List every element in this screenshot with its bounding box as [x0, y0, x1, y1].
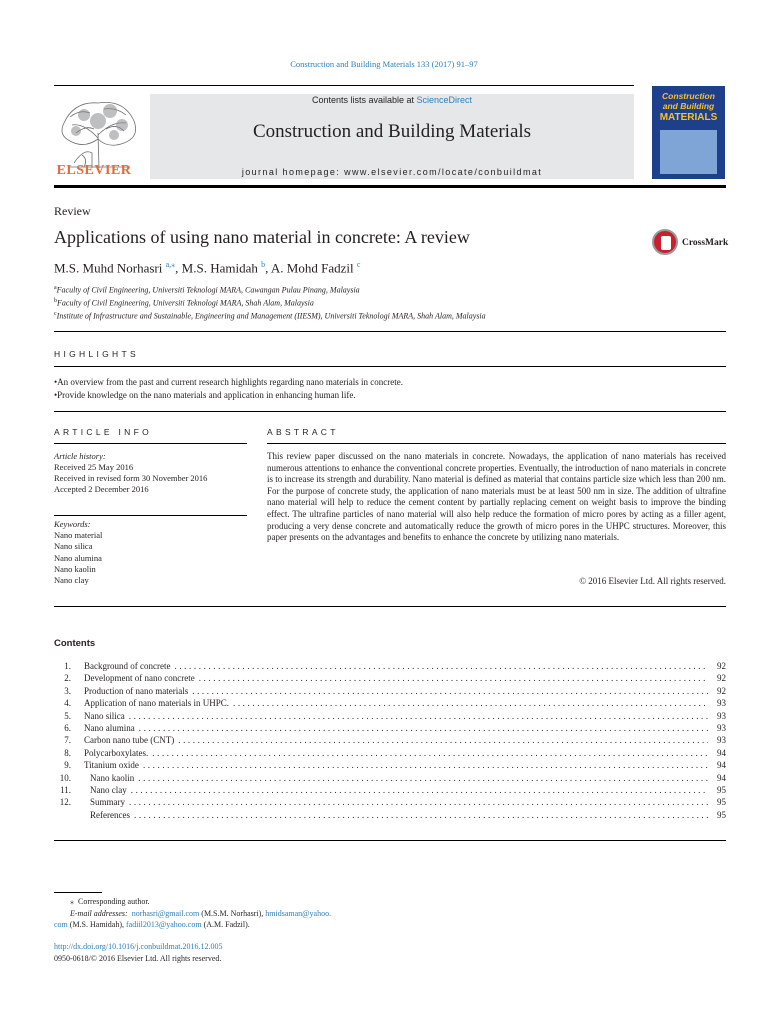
toc-entry[interactable] — [54, 773, 726, 785]
toc-entry[interactable] — [54, 698, 726, 710]
contents-heading: Contents — [54, 638, 96, 649]
toc-number: 12. — [59, 797, 71, 808]
toc-leader-dots — [129, 797, 708, 807]
keywords-label: Keywords: — [54, 519, 91, 529]
email-addresses-cont: com (M.S. Hamidah), fadiil2013@yahoo.com (A.M. Fadzil). — [54, 920, 250, 930]
toc-entry[interactable] — [54, 785, 726, 797]
article-title: Applications of using nano material in concrete: A review — [54, 227, 470, 247]
toc-number: 10. — [59, 772, 71, 783]
toc-page-number: 95 — [717, 784, 726, 795]
keywords-rule — [54, 515, 247, 516]
keyword-item: Nano silica — [54, 541, 93, 552]
keywords — [54, 519, 102, 586]
toc-entry[interactable] — [54, 673, 726, 685]
toc-leader-dots — [178, 735, 708, 745]
toc-title[interactable]: Production of nano materials — [84, 685, 189, 696]
abstract-rule — [267, 443, 726, 444]
affiliation-item: $^c$Institute of Infrastructure and Sustainable, Engineering and Management (IIESM), Universiti Teknologi MARA, Shah Alam, Malaysia — [54, 311, 486, 321]
author-affiliation-marker[interactable]: c — [356, 260, 361, 269]
crossmark-badge[interactable] — [652, 229, 729, 259]
toc-number: 8. — [64, 747, 71, 758]
toc-leader-dots — [138, 773, 708, 783]
toc-entry[interactable] — [54, 810, 726, 822]
toc-page-number: 92 — [717, 685, 726, 696]
toc-leader-dots — [199, 673, 708, 683]
toc-page-number: 94 — [717, 772, 726, 783]
article-info-heading: ARTICLE INFO — [54, 427, 153, 437]
toc-leader-dots — [139, 723, 708, 733]
toc-entry[interactable] — [54, 748, 726, 760]
toc-title[interactable]: References — [90, 809, 130, 820]
toc-leader-dots — [192, 686, 708, 696]
author-list: M.S. Muhd Norhasri $^{a,⁎}$, M.S. Hamidah $^b$, A. Mohd Fadzil $^c$ — [54, 260, 361, 276]
toc-page-number: 92 — [717, 673, 726, 684]
author-affiliation-marker[interactable]: b — [261, 260, 266, 269]
highlight-item: • Provide knowledge on the nano materials and application in enhancing human life. — [54, 389, 726, 402]
author-name: A. Mohd Fadzil — [270, 260, 354, 276]
toc-leader-dots — [134, 810, 708, 820]
footnote-rule — [54, 892, 102, 893]
toc-title[interactable]: Development of nano concrete — [84, 673, 195, 684]
toc-entry[interactable] — [54, 711, 726, 723]
keyword-item: Nano material — [54, 530, 103, 541]
affiliation-item: $^a$Faculty of Civil Engineering, Universiti Teknologi MARA, Cawangan Pulau Pinang, Malaysia — [54, 285, 360, 295]
toc-number: 9. — [64, 760, 71, 771]
header-thick-rule — [54, 185, 726, 188]
doi-link[interactable]: http://dx.doi.org/10.1016/j.conbuildmat.2016.12.005 — [54, 942, 223, 951]
toc-page-number: 95 — [717, 797, 726, 808]
section-divider — [54, 606, 726, 607]
crossmark-icon — [652, 229, 678, 255]
keyword-item: Nano alumina — [54, 552, 102, 563]
email-link[interactable]: hmidsaman@yahoo. — [265, 908, 332, 918]
email-link[interactable]: fadiil2013@yahoo.com — [126, 920, 202, 930]
toc-page-number: 92 — [717, 661, 726, 671]
toc-number: 4. — [64, 698, 71, 709]
toc-title[interactable]: Summary — [90, 797, 125, 808]
toc-entry[interactable] — [54, 686, 726, 698]
header-rule — [54, 85, 634, 86]
email-link[interactable]: com — [54, 920, 68, 930]
table-of-contents — [54, 661, 726, 822]
section-divider — [54, 840, 726, 841]
sciencedirect-link[interactable]: ScienceDirect — [416, 95, 473, 105]
journal-cover-image — [652, 86, 725, 179]
section-divider — [54, 411, 726, 412]
article-info-rule — [54, 443, 247, 444]
abstract-heading: ABSTRACT — [267, 427, 339, 437]
toc-title[interactable]: Nano kaolin — [90, 772, 135, 783]
journal-title: Construction and Building Materials — [252, 121, 532, 142]
toc-number: 6. — [64, 722, 71, 733]
journal-homepage[interactable]: journal homepage: www.elsevier.com/locate/conbuildmat — [241, 167, 543, 177]
highlights-rule — [54, 366, 726, 367]
toc-page-number: 95 — [717, 809, 726, 820]
toc-title[interactable]: Carbon nano tube (CNT) — [84, 735, 175, 746]
keyword-item: Nano kaolin — [54, 563, 96, 574]
keyword-item: Nano clay — [54, 575, 89, 586]
cover-title: Construction and Building MATERIALS — [659, 91, 718, 123]
affiliations — [54, 283, 486, 322]
publisher-logo-text: ELSEVIER — [56, 163, 132, 178]
toc-leader-dots — [233, 698, 708, 708]
history-label: Article history: — [54, 451, 106, 461]
toc-number: 1. — [64, 661, 71, 671]
toc-title[interactable]: Nano silica — [84, 710, 125, 721]
abstract-copyright: © 2016 Elsevier Ltd. All rights reserved. — [579, 576, 726, 586]
received-date: Received 25 May 2016 — [54, 462, 134, 472]
toc-number: 11. — [60, 784, 71, 795]
toc-title[interactable]: Titanium oxide — [84, 760, 139, 771]
highlights-list — [54, 376, 726, 402]
journal-citation[interactable]: Construction and Building Materials 133 (2017) 91–97 — [290, 59, 478, 69]
toc-title[interactable]: Application of nano materials in UHPC. — [84, 698, 229, 709]
toc-leader-dots — [152, 748, 708, 758]
author-name: M.S. Muhd Norhasri — [54, 260, 163, 276]
toc-number: 5. — [64, 710, 71, 721]
toc-number: 3. — [64, 685, 71, 696]
section-divider — [54, 331, 726, 332]
toc-entry[interactable] — [54, 723, 726, 735]
doi-block — [54, 941, 223, 964]
author-affiliation-marker[interactable]: a,⁎ — [165, 260, 176, 269]
toc-page-number: 94 — [717, 747, 726, 758]
highlights-heading: HIGHLIGHTS — [54, 349, 139, 359]
toc-title[interactable]: Polycarboxylates. — [84, 747, 149, 758]
toc-page-number: 93 — [717, 735, 726, 746]
toc-entry[interactable] — [54, 735, 726, 747]
toc-leader-dots — [143, 760, 708, 770]
article-history — [54, 451, 207, 495]
author-name: M.S. Hamidah — [181, 260, 258, 276]
affiliation-item: $^b$Faculty of Civil Engineering, Universiti Teknologi MARA, Shah Alam, Malaysia — [54, 298, 314, 308]
issn-copyright: 0950-0618/© 2016 Elsevier Ltd. All rights reserved. — [54, 953, 222, 963]
footnotes — [54, 896, 726, 931]
contents-availability: Contents lists available at ScienceDirect — [311, 95, 473, 105]
cover-graphic — [660, 130, 717, 174]
abstract-text: This review paper discussed on the nano materials in concrete. Nowadays, the application of nano materials has received numerous attentions to enhance the conventional concrete properties. Eventually, the introduction of nano materials in concrete is to increase its strength and durability. Nano material is defined as material that contains particle size which less than 200 nm. For the purpose of concrete study, the application of nano materials must be at least 500 nm in size. The addition of ultrafine nano material will help to reduce the cement content by partially replacing cement on weight basis to improve the binding effect. The ultrafine particles of nano material will also help reduce the formation of micro pores by acting as a filler agent, producing a very dense concrete and automatically reduce the growth of micro pores in the UHPC structures. Moreover, this paper presents on the advantages and benefits to enhance the concrete by utilizing nano materials. — [267, 451, 726, 543]
email-link[interactable]: norhasri@gmail.com — [131, 908, 200, 918]
toc-title[interactable]: Nano alumina — [84, 722, 135, 733]
corresponding-author-note: ⁎ Corresponding author. — [70, 897, 150, 906]
toc-leader-dots — [131, 785, 708, 795]
toc-leader-dots — [174, 661, 708, 671]
toc-page-number: 93 — [717, 698, 726, 709]
toc-page-number: 94 — [717, 760, 726, 771]
toc-title[interactable]: Background of concrete — [84, 661, 171, 671]
email-addresses: E-mail addresses: norhasri@gmail.com (M.S.M. Norhasri), hmidsaman@yahoo. — [70, 908, 332, 918]
highlight-item: • An overview from the past and current research highlights regarding nano materials in concrete. — [54, 376, 726, 389]
toc-leader-dots — [129, 711, 708, 721]
article-section-label: Review — [54, 204, 91, 218]
toc-entry[interactable] — [54, 661, 726, 673]
toc-page-number: 93 — [717, 722, 726, 733]
crossmark-label: CrossMark — [682, 238, 729, 248]
toc-number: 2. — [64, 673, 71, 684]
revised-date: Received in revised form 30 November 2016 — [54, 473, 208, 483]
toc-entry[interactable] — [54, 797, 726, 809]
toc-entry[interactable] — [54, 760, 726, 772]
toc-page-number: 93 — [717, 710, 726, 721]
toc-number: 7. — [64, 735, 71, 746]
accepted-date: Accepted 2 December 2016 — [54, 484, 149, 494]
toc-title[interactable]: Nano clay — [90, 784, 127, 795]
